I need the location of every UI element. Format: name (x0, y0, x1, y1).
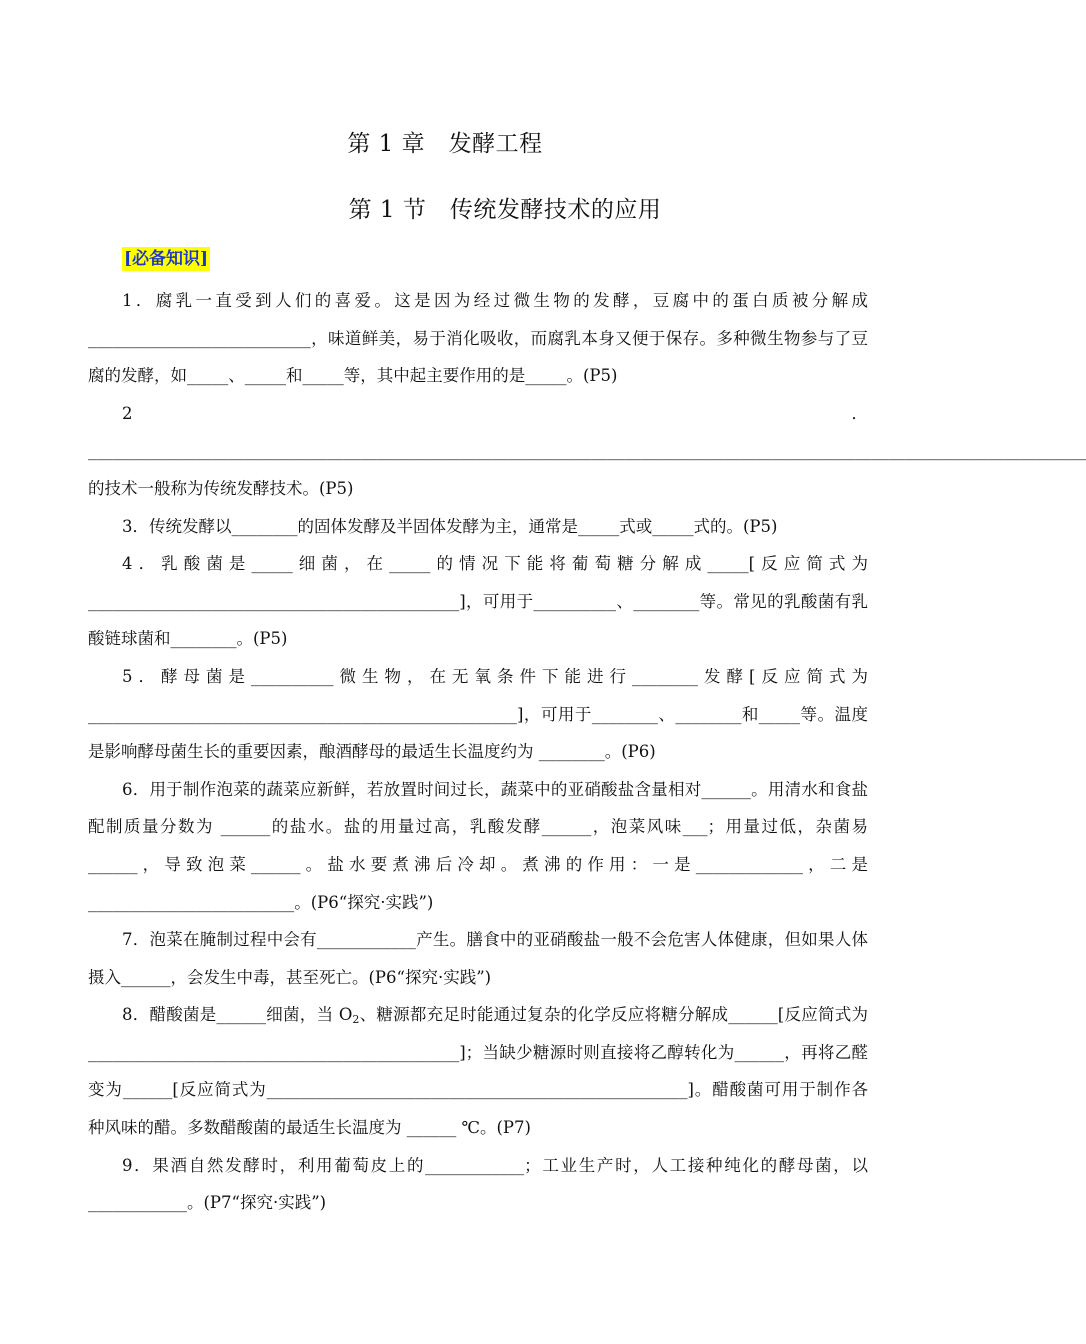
question-8-subscript: 2 (352, 1013, 360, 1027)
question-8 (88, 996, 868, 1146)
question-7: 7．泡菜在腌制过程中会有____________产生。膳食中的亚硝酸盐一般不会危害人体健康，但如果人体摄入______，会发生中毒，甚至死亡。(P6“探究·实践”) (88, 930, 868, 987)
question-8-part1: 8．醋酸菌是______细菌，当 O (122, 1005, 353, 1025)
required-knowledge-badge: [必备知识] (124, 249, 209, 269)
question-6: 6．用于制作泡菜的蔬菜应新鲜，若放置时间过长，蔬菜中的亚硝酸盐含量相对______。用清水和食盐配制质量分数为 ______的盐水。盐的用量过高，乳酸发酵______，泡菜风味___；用量过低，杂菌易______，导致泡菜______。盐水要煮沸后冷却。煮沸的作用：一是_____________，二是_________________________。(P6“探究·实践”) (88, 779, 869, 912)
question-4: 4．乳酸菌是_____细菌，在_____的情况下能将葡萄糖分解成_____[反应简式为_____________________________________________]，可用于__________、________等。常见的乳酸菌有乳酸链球菌和________。(P5) (88, 554, 868, 649)
chapter-title: 第 1 章 发酵工程 (347, 131, 543, 157)
section-title: 第 1 节 传统发酵技术的应用 (348, 197, 662, 223)
question-9: 9．果酒自然发酵时，利用葡萄皮上的____________；工业生产时，人工接种纯化的酵母菌，以____________。(P7“探究·实践”) (88, 1155, 868, 1213)
question-3: 3．传统发酵以________的固体发酵及半固体发酵为主，通常是_____式或_____式的。(P5) (122, 516, 778, 536)
question-1: 1．腐乳一直受到人们的喜爱。这是因为经过微生物的发酵，豆腐中的蛋白质被分解成___________________________，味道鲜美，易于消化吸收，而腐乳本身又便于保存。多种微生物参与了豆腐的发酵，如_____、_____和_____等，其中起主要作用的是_____。(P5) (88, 291, 868, 386)
question-8-part2: 、糖源都充足时能通过复杂的化学反应将糖分解成______[反应简式为_____________________________________________]；当缺少糖源时则直接将乙醇转化为______，再将乙醛变为______[反应简式为___________________________________________________]。醋酸菌可用于制作各种风味的醋。多数醋酸菌的最适生长温度为 ______ ℃。(P7) (88, 1005, 868, 1138)
question-list (88, 282, 1086, 1222)
question-5: 5．酵母菌是__________微生物，在无氧条件下能进行________发酵[反应简式为____________________________________________________]，可用于________、________和_____等。温度是影响酵母菌生长的重要因素，酿酒酵母的最适生长温度约为 ________。(P6) (88, 666, 868, 762)
question-2: 2．_________________________________________________________________________________________________________________________的技术一般称为传统发酵技术。(P5) (88, 403, 1086, 498)
